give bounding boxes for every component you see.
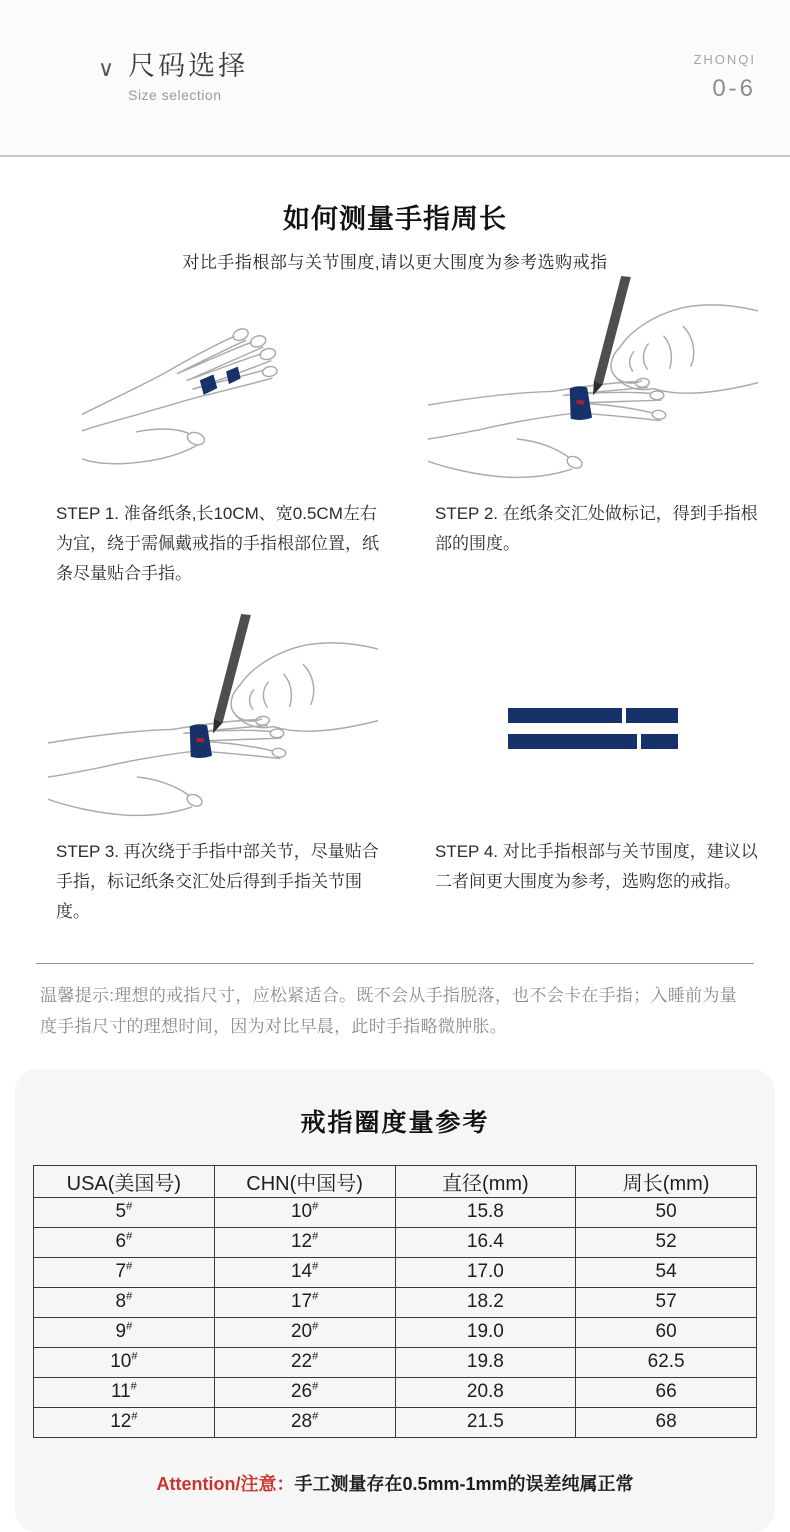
- step1-text: STEP 1. 准备纸条,长10CM、宽0.5CM左右为宜，绕于需佩戴戒指的手指根部位置，纸条尽量贴合手指。: [56, 504, 379, 583]
- attention-text: 手工测量存在0.5mm-1mm的误差纯属正常: [294, 1473, 634, 1494]
- section-subtitle: Size selection: [128, 87, 222, 104]
- size-reference-card: [15, 1069, 775, 1532]
- table-row: 10# 22# 19.8 62.5: [34, 1347, 757, 1377]
- col-circumference: 周长(mm): [576, 1165, 757, 1197]
- step3-text: STEP 3. 再次绕于手指中部关节，尽量贴合手指，标记纸条交汇处后得到手指关节围度。: [56, 842, 379, 921]
- brand-range: 0-6: [712, 75, 756, 102]
- size-table-title: 戒指圈度量参考: [300, 1108, 490, 1137]
- guide-title: 如何测量手指周长: [283, 204, 507, 234]
- measuring-guide-section: [0, 157, 790, 1043]
- ring-band-knuckle: [226, 366, 241, 383]
- chevron-down-icon[interactable]: ∨: [98, 55, 115, 81]
- ring-band-base: [199, 374, 216, 394]
- hand-pencil-knuckle-illustration: [48, 614, 378, 842]
- step4-text: STEP 4. 对比手指根部与关节围度，建议以二者间更大围度为参考，选购您的戒指。: [435, 842, 758, 891]
- warm-tip-text: 温馨提示:理想的戒指尺寸，应松紧适合。既不会从手指脱落，也不会卡在手指；入睡前为量度手指尺寸的理想时间，因为对比早晨，此时手指略微肿胀。: [40, 986, 738, 1037]
- hand-ring-bands-illustration: [82, 286, 374, 495]
- ring-size-table: [33, 1165, 757, 1438]
- table-header-row: [34, 1165, 757, 1197]
- guide-subtitle: 对比手指根部与关节围度,请以更大围度为参考选购戒指: [182, 253, 608, 272]
- pencil-icon: [593, 276, 630, 385]
- table-row: 7# 14# 17.0 54: [34, 1257, 757, 1287]
- size-selection-section-header[interactable]: [0, 0, 790, 157]
- hand-pencil-mark-illustration: [428, 276, 758, 504]
- table-row: 11# 26# 20.8 66: [34, 1377, 757, 1407]
- attention-label: Attention/注意：: [156, 1473, 295, 1494]
- table-row: 9# 20# 19.0 60: [34, 1317, 757, 1347]
- table-row: 6# 12# 16.4 52: [34, 1227, 757, 1257]
- step2-text: STEP 2. 在纸条交汇处做标记，得到手指根部的围度。: [435, 504, 758, 553]
- section-header-toggle[interactable]: [98, 52, 248, 104]
- col-diameter: 直径(mm): [395, 1165, 576, 1197]
- table-row: 12# 28# 21.5 68: [34, 1407, 757, 1437]
- strip-knuckle-circumference: [508, 734, 678, 749]
- pencil-icon: [213, 614, 250, 723]
- attention-note: [33, 1470, 757, 1496]
- strip-root-circumference: [508, 708, 678, 723]
- paper-strips-diagram: [508, 708, 678, 749]
- col-chn: CHN(中国号): [214, 1165, 395, 1197]
- col-usa: USA(美国号): [34, 1165, 215, 1197]
- table-row: 8# 17# 18.2 57: [34, 1287, 757, 1317]
- section-title: 尺码选择: [128, 50, 249, 81]
- brand-name: ZHONQI: [693, 52, 756, 67]
- table-row: 5# 10# 15.8 50: [34, 1197, 757, 1227]
